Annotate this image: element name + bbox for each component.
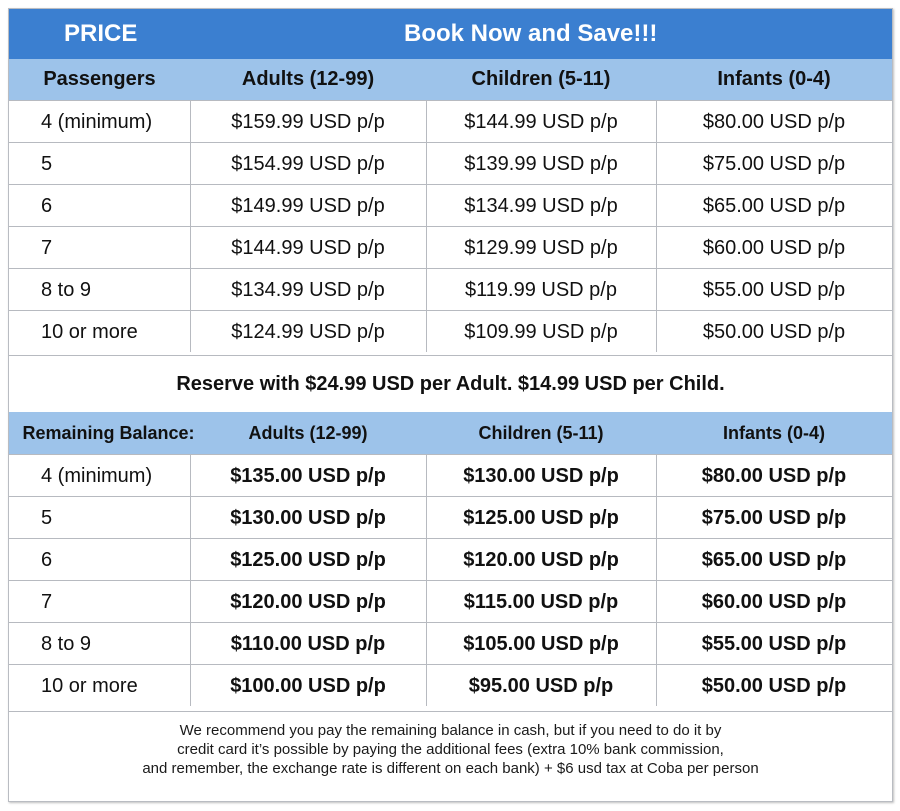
passengers-cell: 6 (41, 194, 53, 217)
table-row (9, 100, 892, 143)
passengers-cell: 6 (41, 548, 53, 571)
infant-price-cell: $55.00 USD p/p (701, 632, 847, 655)
column-header-passengers: Passengers (43, 68, 156, 90)
payment-footer-note (9, 711, 892, 801)
adult-price-cell: $159.99 USD p/p (231, 110, 385, 133)
column-divider (656, 100, 657, 352)
column-header-remaining-balance: Remaining Balance: (22, 422, 195, 443)
adult-price-cell: $120.00 USD p/p (230, 590, 386, 613)
footer-line: and remember, the exchange rate is different on each bank) + $6 usd tax at Coba per person (142, 760, 759, 777)
adult-price-cell: $134.99 USD p/p (231, 278, 385, 301)
infant-price-cell: $75.00 USD p/p (702, 152, 846, 175)
passengers-cell: 8 to 9 (41, 278, 92, 301)
child-price-cell: $134.99 USD p/p (464, 194, 618, 217)
table-row (9, 496, 892, 539)
adult-price-cell: $110.00 USD p/p (230, 632, 386, 655)
table-row (9, 454, 892, 497)
passengers-cell: 7 (41, 236, 53, 259)
column-header-infants: Infants (0-4) (717, 68, 831, 90)
column-divider (656, 454, 657, 706)
child-price-cell: $130.00 USD p/p (463, 464, 619, 487)
passengers-cell: 7 (41, 590, 53, 613)
child-price-cell: $119.99 USD p/p (465, 278, 617, 301)
price-title: PRICE (64, 20, 138, 47)
child-price-cell: $95.00 USD p/p (468, 674, 614, 697)
adult-price-cell: $154.99 USD p/p (231, 152, 385, 175)
table-row (9, 310, 892, 353)
footer-line: We recommend you pay the remaining balance in cash, but if you need to do it by (179, 722, 722, 739)
table-row (9, 664, 892, 707)
infant-price-cell: $75.00 USD p/p (701, 506, 847, 529)
passengers-cell: 4 (minimum) (41, 110, 153, 133)
infant-price-cell: $80.00 USD p/p (702, 110, 846, 133)
infant-price-cell: $50.00 USD p/p (701, 674, 847, 697)
balance-table-header (9, 412, 892, 454)
column-header-children: Children (5-11) (478, 422, 604, 443)
child-price-cell: $109.99 USD p/p (464, 320, 618, 343)
child-price-cell: $139.99 USD p/p (464, 152, 618, 175)
infant-price-cell: $80.00 USD p/p (701, 464, 847, 487)
infant-price-cell: $60.00 USD p/p (702, 236, 846, 259)
table-row (9, 622, 892, 665)
passengers-cell: 4 (minimum) (41, 464, 153, 487)
column-header-adults: Adults (12-99) (248, 422, 368, 443)
child-price-cell: $129.99 USD p/p (464, 236, 618, 259)
column-divider (426, 454, 427, 706)
passengers-cell: 5 (41, 152, 53, 175)
reserve-deposit-note: Reserve with $24.99 USD per Adult. $14.99 USD per Child. (9, 355, 892, 413)
column-divider (190, 100, 191, 352)
child-price-cell: $120.00 USD p/p (463, 548, 619, 571)
table-row (9, 142, 892, 185)
title-bar (9, 9, 892, 59)
table-row (9, 184, 892, 227)
passengers-cell: 10 or more (41, 674, 138, 697)
adult-price-cell: $100.00 USD p/p (230, 674, 386, 697)
child-price-cell: $144.99 USD p/p (464, 110, 618, 133)
table-row (9, 226, 892, 269)
column-header-infants: Infants (0-4) (722, 422, 825, 443)
adult-price-cell: $124.99 USD p/p (231, 320, 385, 343)
passengers-cell: 5 (41, 506, 53, 529)
adult-price-cell: $130.00 USD p/p (230, 506, 386, 529)
passengers-cell: 10 or more (41, 320, 138, 343)
adult-price-cell: $149.99 USD p/p (231, 194, 385, 217)
infant-price-cell: $65.00 USD p/p (701, 548, 847, 571)
footer-line: credit card it’s possible by paying the additional fees (extra 10% bank commission, (177, 741, 724, 758)
column-header-children: Children (5-11) (471, 68, 611, 90)
infant-price-cell: $65.00 USD p/p (702, 194, 846, 217)
price-table-card (8, 8, 893, 802)
price-table-header (9, 59, 892, 100)
infant-price-cell: $50.00 USD p/p (702, 320, 846, 343)
child-price-cell: $105.00 USD p/p (463, 632, 619, 655)
adult-price-cell: $135.00 USD p/p (230, 464, 386, 487)
table-row (9, 538, 892, 581)
column-divider (190, 454, 191, 706)
column-header-adults: Adults (12-99) (241, 68, 375, 90)
book-now-tagline: Book Now and Save!!! (404, 20, 658, 47)
child-price-cell: $125.00 USD p/p (463, 506, 619, 529)
table-row (9, 268, 892, 311)
adult-price-cell: $144.99 USD p/p (231, 236, 385, 259)
table-row (9, 580, 892, 623)
passengers-cell: 8 to 9 (41, 632, 92, 655)
column-divider (426, 100, 427, 352)
infant-price-cell: $55.00 USD p/p (702, 278, 846, 301)
infant-price-cell: $60.00 USD p/p (701, 590, 847, 613)
child-price-cell: $115.00 USD p/p (463, 590, 619, 613)
adult-price-cell: $125.00 USD p/p (230, 548, 386, 571)
